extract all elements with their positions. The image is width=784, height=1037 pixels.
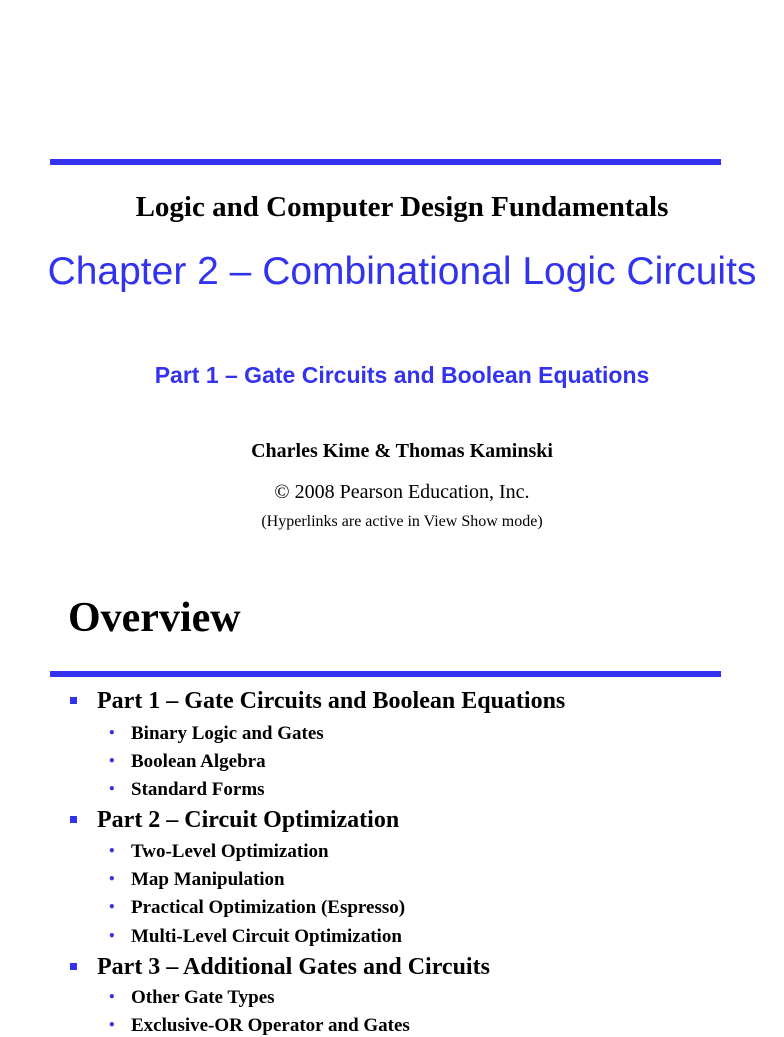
outline-part-1: [97, 688, 565, 715]
outline-item-label: Exclusive-OR Operator and Gates: [131, 1015, 410, 1036]
authors: Charles Kime & Thomas Kaminski: [251, 440, 553, 462]
outline-item: [108, 751, 266, 773]
overview-divider-rule: [50, 671, 721, 677]
hyperlink-note: (Hyperlinks are active in View Show mode): [261, 513, 543, 530]
copyright: © 2008 Pearson Education, Inc.: [274, 481, 530, 503]
part-subtitle: Part 1 – Gate Circuits and Boolean Equations: [154, 362, 650, 388]
outline-part-label: Part 1 – Gate Circuits and Boolean Equations: [97, 688, 566, 714]
overview-title: Overview: [68, 595, 241, 641]
outline-item: [108, 926, 402, 948]
course-title: Logic and Computer Design Fundamentals: [135, 191, 669, 223]
dot-bullet-icon: •: [108, 844, 116, 858]
outline-item: [108, 897, 406, 919]
outline-item-label: Boolean Algebra: [131, 751, 266, 772]
outline-item-label: Multi-Level Circuit Optimization: [131, 926, 402, 947]
outline-item-label: Practical Optimization (Espresso): [131, 897, 406, 918]
outline-item: [108, 841, 329, 863]
dot-bullet-icon: •: [108, 990, 116, 1004]
square-bullet-icon: [70, 816, 77, 823]
outline-part-label: Part 2 – Circuit Optimization: [97, 807, 400, 833]
outline-item-label: Two-Level Optimization: [131, 841, 329, 862]
outline-item: [108, 779, 265, 801]
dot-bullet-icon: •: [108, 754, 116, 768]
title-divider-rule: [50, 159, 721, 165]
outline-item: [108, 987, 275, 1009]
dot-bullet-icon: •: [108, 929, 116, 943]
outline-item: [108, 723, 324, 745]
outline-item-label: Standard Forms: [131, 779, 265, 800]
dot-bullet-icon: •: [108, 782, 116, 796]
chapter-title: Chapter 2 – Combinational Logic Circuits: [47, 250, 757, 293]
outline-part-label: Part 3 – Additional Gates and Circuits: [97, 954, 490, 980]
outline-item: [108, 869, 285, 891]
square-bullet-icon: [70, 697, 77, 704]
outline-part-3: [97, 954, 490, 981]
dot-bullet-icon: •: [108, 900, 116, 914]
outline-item-label: Other Gate Types: [131, 987, 275, 1008]
dot-bullet-icon: •: [108, 1018, 116, 1032]
outline-item: [108, 1015, 410, 1037]
outline-item-label: Map Manipulation: [131, 869, 285, 890]
dot-bullet-icon: •: [108, 726, 116, 740]
square-bullet-icon: [70, 963, 77, 970]
dot-bullet-icon: •: [108, 872, 116, 886]
outline-part-2: [97, 807, 399, 834]
outline-item-label: Binary Logic and Gates: [131, 723, 324, 744]
